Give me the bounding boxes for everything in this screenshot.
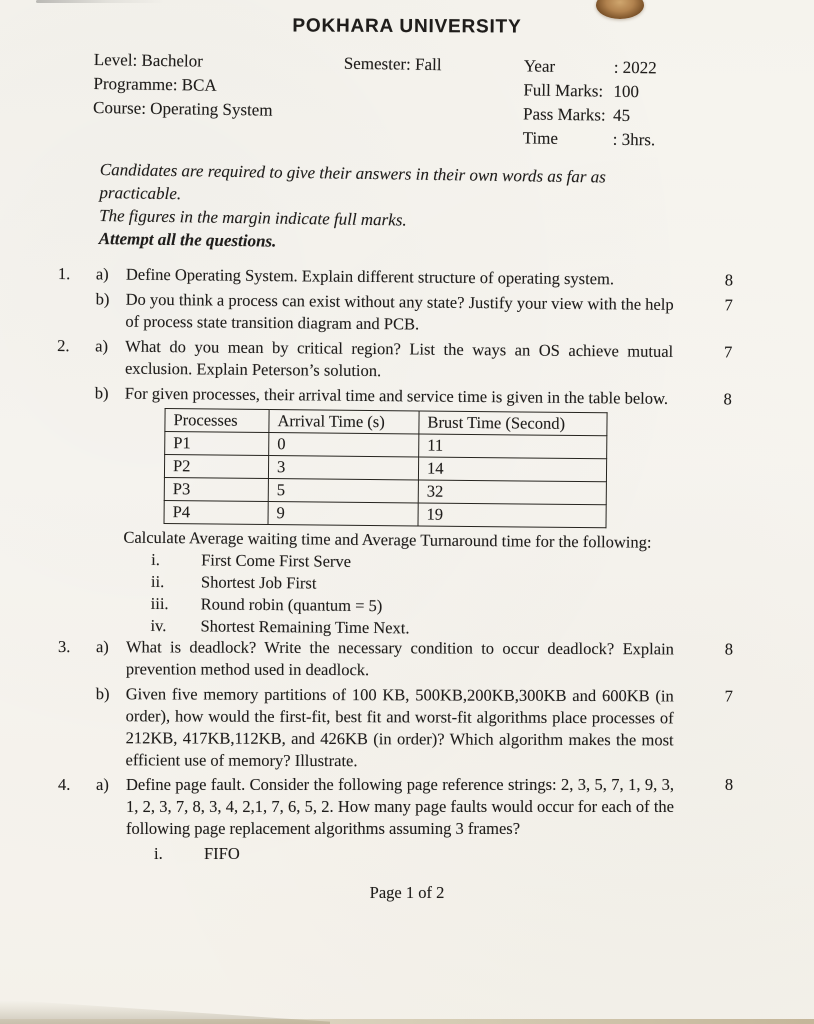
scan-smudge-artifact	[36, 0, 166, 3]
question-number: 1.	[57, 263, 71, 284]
question-number	[57, 288, 95, 332]
table-cell: 5	[268, 479, 418, 503]
table-cell: P4	[164, 501, 268, 525]
question-2a	[57, 335, 781, 386]
question-letter: b)	[95, 684, 110, 704]
question-group-3	[57, 636, 782, 774]
marks-value: 8	[724, 775, 734, 794]
scheduling-algorithm-list	[150, 549, 699, 642]
table-cell: P3	[164, 478, 268, 502]
list-item	[154, 843, 702, 865]
question-group-1-2	[54, 263, 782, 643]
marks-value: 8	[724, 639, 734, 659]
marks-value: 7	[724, 686, 733, 706]
question-text: Given five memory partitions of 100 KB, 500KB,200KB,300KB and 600KB (in order), how would the first-fit, best fit and worst-fit algorithms place processes of 212KB, 417KB,112KB, and 426KB (in order)? Which algorithm makes the most efficient use of memory? Illustrate.	[125, 684, 674, 771]
table-cell: 11	[419, 434, 607, 459]
question-text: For given processes, their arrival time and service time is given in the table below.	[124, 383, 669, 408]
candidate-instructions	[99, 158, 660, 258]
question-group-4	[58, 774, 782, 865]
question-number	[57, 382, 95, 404]
list-item-text: Shortest Remaining Time Next.	[200, 616, 410, 638]
question-letter: a)	[95, 336, 109, 356]
marks-value: 8	[724, 270, 734, 290]
page-number: Page 1 of 2	[369, 883, 445, 902]
paper-bottom-edge	[0, 1019, 814, 1024]
marks-value: 7	[723, 342, 733, 362]
table-cell: 32	[418, 480, 606, 505]
meta-course: Course: Operating System	[92, 97, 273, 120]
question-letter: a)	[96, 775, 109, 794]
table-header-arrival: Arrival Time (s)	[269, 410, 419, 434]
page-title: POKHARA UNIVERSITY	[292, 15, 522, 38]
instruction-line-3: Attempt all the questions.	[98, 228, 277, 251]
question-number: 2.	[57, 335, 70, 356]
question-4a	[58, 774, 782, 840]
table-cell: 19	[418, 503, 606, 528]
question-1b	[57, 288, 781, 339]
meta-level: Level: Bachelor	[93, 49, 203, 71]
meta-time: Time : 3hrs.	[522, 128, 656, 150]
table-cell: P2	[164, 455, 268, 479]
exam-meta-right	[523, 54, 714, 153]
list-item-number: iv.	[150, 615, 167, 636]
question-text: What is deadlock? Write the necessary condition to occur deadlock? Explain prevention method used in deadlock.	[125, 637, 674, 680]
table-cell: 14	[418, 457, 606, 482]
list-item-text: Round robin (quantum = 5)	[200, 594, 383, 616]
list-item-text: First Come First Serve	[201, 550, 352, 571]
question-1a	[58, 263, 782, 292]
exam-meta-block	[93, 48, 714, 153]
list-item-text: Shortest Job First	[200, 572, 317, 593]
question-letter: a)	[95, 637, 109, 657]
question-number	[57, 683, 95, 771]
marks-value: 8	[723, 389, 732, 409]
meta-full-marks: Full Marks: 100	[523, 80, 640, 102]
table-row	[164, 501, 606, 528]
question-text: Define page fault. Consider the following page reference strings: 2, 3, 5, 7, 1, 9, 3, 1, 2, 3, 7, 8, 3, 4, 2,1, 7, 6, 5, 2. How many page faults would occur for each of the following page replacement algorithms assuming 3 frames?	[126, 775, 674, 838]
list-item-number: iii.	[150, 593, 169, 614]
table-header-processes: Processes	[165, 409, 269, 433]
table-cell: 9	[268, 502, 418, 526]
question-2b	[57, 382, 781, 411]
meta-year: Year : 2022	[523, 56, 657, 78]
exam-meta-left	[93, 48, 344, 148]
instruction-line-1: Candidates are required to give their answers in their own words as far as practicable.	[99, 159, 606, 204]
question-3a	[58, 636, 782, 683]
question-3b	[57, 683, 781, 774]
question-letter: b)	[95, 289, 110, 309]
meta-semester: Semester: Fall	[343, 53, 442, 75]
table-cell: 3	[268, 456, 418, 480]
meta-pass-marks: Pass Marks: 45	[522, 104, 631, 125]
question-text: What do you mean by critical region? List the ways an OS achieve mutual exclusion. Explain Peterson’s solution.	[124, 336, 674, 381]
question-letter: a)	[95, 264, 109, 284]
list-item-number: i.	[151, 549, 160, 569]
question-text: Define Operating System. Explain different structure of operating system.	[125, 264, 615, 289]
instruction-line-2: The figures in the margin indicate full marks.	[99, 205, 407, 230]
list-item-number: ii.	[150, 571, 165, 592]
table-cell: 0	[269, 433, 419, 457]
process-times-table	[163, 408, 607, 528]
calc-instruction: Calculate Average waiting time and Average Turnaround time for the following:	[123, 527, 652, 552]
question-number: 4.	[58, 775, 71, 794]
page-replacement-list	[154, 843, 702, 865]
marks-value: 7	[724, 295, 733, 315]
table-header-burst: Brust Time (Second)	[419, 411, 607, 436]
list-item-text: FIFO	[204, 844, 240, 863]
question-text: Do you think a process can exist without any state? Justify your view with the help of process state transition diagram and PCB.	[125, 289, 674, 334]
question-number: 3.	[57, 637, 71, 657]
table-cell: P1	[165, 432, 269, 456]
meta-programme: Programme: BCA	[93, 73, 217, 95]
question-letter: b)	[94, 383, 109, 403]
list-item-number: i.	[154, 844, 163, 863]
question-list	[58, 263, 782, 865]
